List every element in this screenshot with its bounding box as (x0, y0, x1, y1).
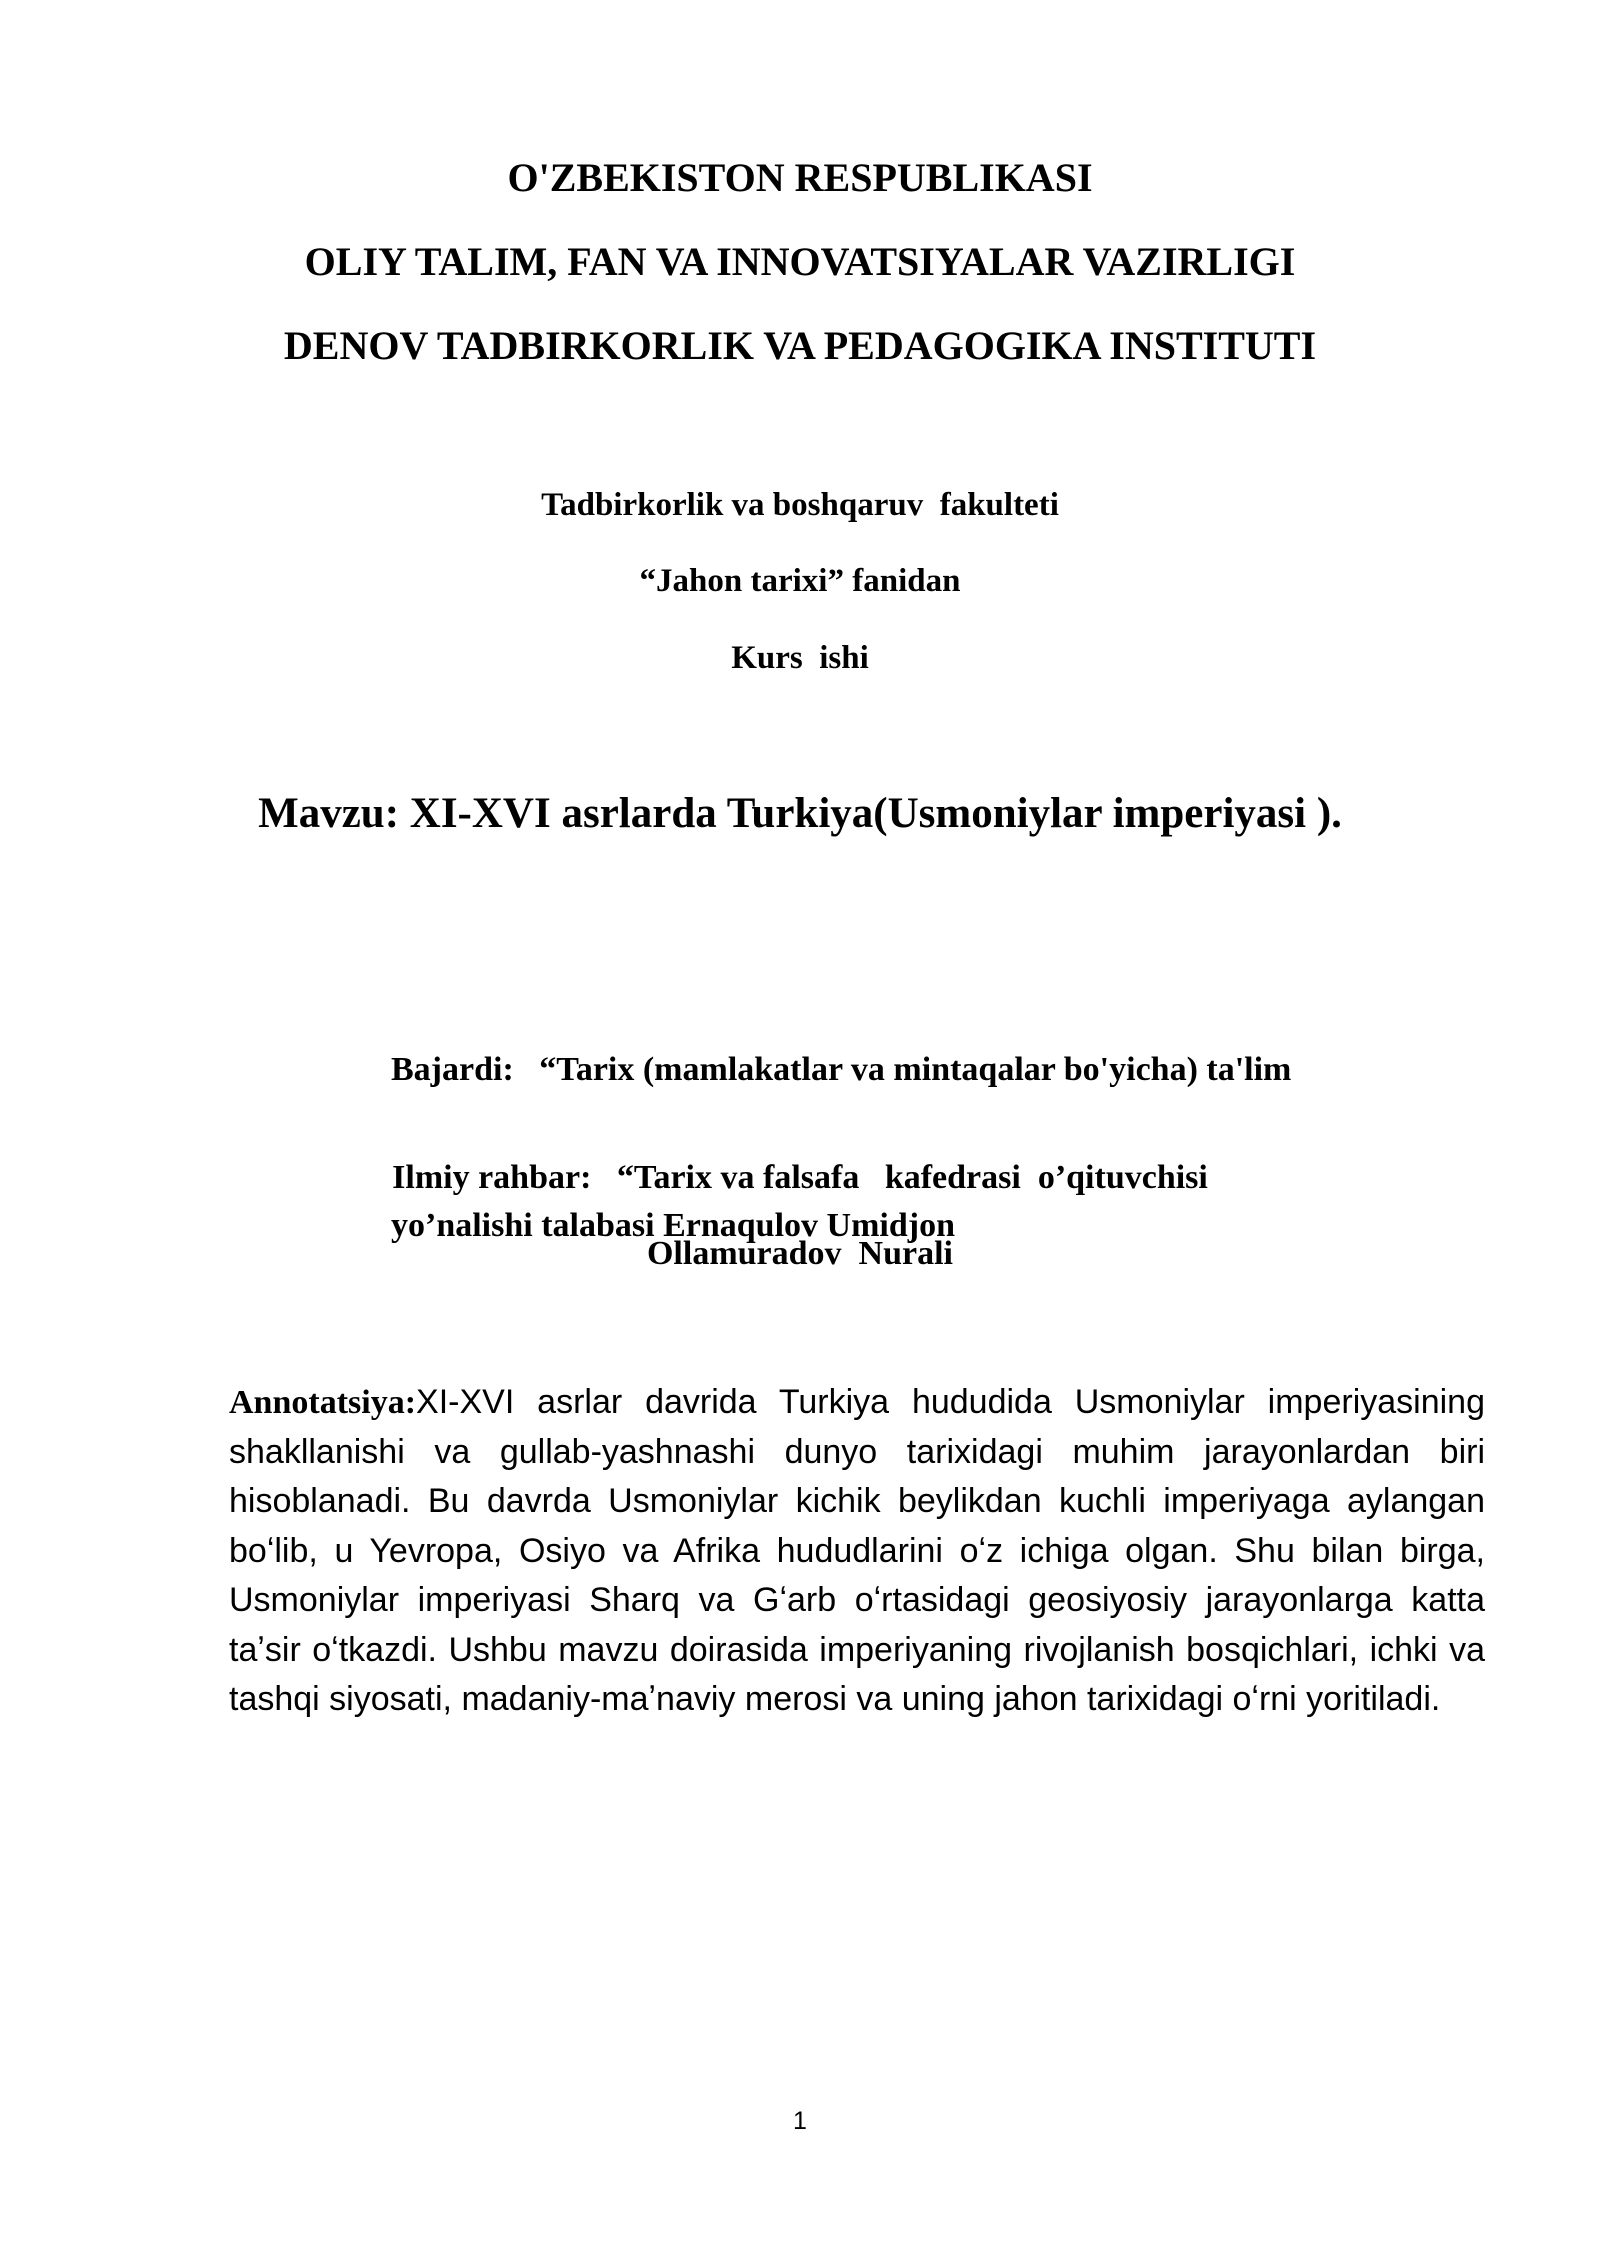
annotation-paragraph (229, 1378, 1485, 1725)
faculty-name: Tadbirkorlik va boshqaruv fakulteti (541, 487, 1059, 523)
performer-line-2: yo’nalishi talabasi Ernaqulov Umidjon (391, 1207, 955, 1244)
annotation-text: XI-XVI asrlar davrida Turkiya hududida Usmoniylar imperiyasining shakllanishi va gullab-yashnashi dunyo tarixidagi muhim jarayonlardan biri hisoblanadi. Bu davrda Usmoniylar kichik beylikdan kuchli imperiyaga aylangan boʻlib, u Yevropa, Osiyo va Afrika hududlarini oʻz ichiga olgan. Shu bilan birga, Usmoniylar imperiyasi Sharq va Gʻarb oʻrtasidagi geosiyosiy jarayonlarga katta taʼsir oʻtkazdi. Ushbu mavzu doirasida imperiyaning rivojlanish bosqichlari, ichki va tashqi siyosati, madaniy-maʼnaviy merosi va uning jahon tarixidagi oʻrni yoritiladi. (229, 1383, 1485, 1718)
supervisor-name: Ollamuradov Nurali (646, 1235, 954, 1272)
subject-name: “Jahon tarixi” fanidan (639, 563, 961, 599)
header-country: O'ZBEKISTON RESPUBLIKASI (507, 155, 1093, 200)
topic-title: Mavzu: XI-XVI asrlarda Turkiya(Usmoniylar imperiyasi ). (258, 790, 1342, 837)
annotation-label: Annotatsiya: (229, 1384, 417, 1421)
supervisor-line: Ilmiy rahbar: “Tarix va falsafa kafedrasi o’qituvchisi (392, 1159, 1208, 1196)
page-number: 1 (793, 2107, 807, 2135)
work-type: Kurs ishi (731, 640, 869, 676)
performer-line-1: Bajardi: “Tarix (mamlakatlar va mintaqalar bo'yicha) ta'lim (391, 1051, 1292, 1088)
performer-block (391, 940, 1291, 1356)
header-institute: DENOV TADBIRKORLIK VA PEDAGOGIKA INSTITUTI (283, 323, 1317, 368)
header-ministry: OLIY TALIM, FAN VA INNOVATSIYALAR VAZIRLIGI (304, 239, 1296, 284)
